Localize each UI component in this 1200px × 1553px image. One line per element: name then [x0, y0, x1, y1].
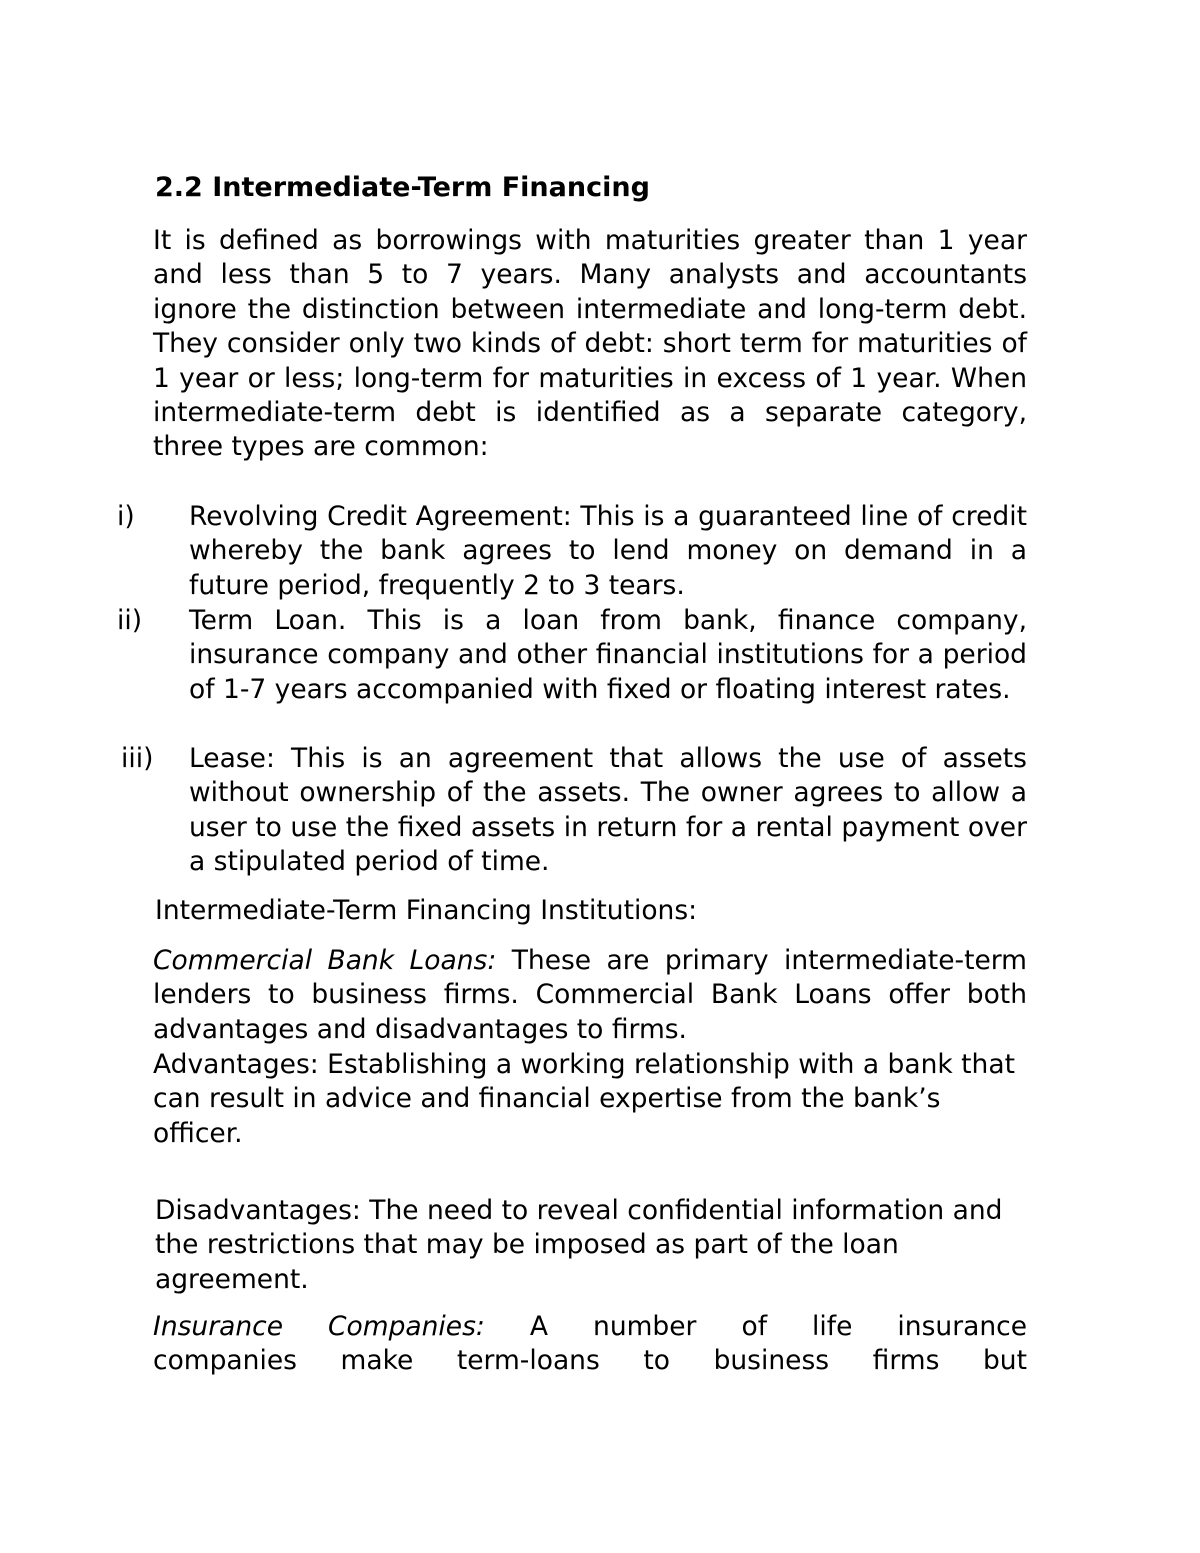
insurance-line-1 — [153, 1310, 1027, 1344]
commercial-bank-paragraph — [153, 944, 1027, 1047]
insurance-line-2: companies make term-loans to business firms but — [153, 1345, 1027, 1377]
commercial-bank-label: Commercial Bank Loans: — [153, 945, 497, 976]
section-heading: 2.2 Intermediate-Term Financing — [155, 172, 650, 203]
list-item-text: Revolving Credit Agreement: This is a guaranteed line of credit whereby the bank agrees to lend money on demand in a future period, frequently 2 to 3 tears. — [189, 501, 1027, 601]
list-item-text: Lease: This is an agreement that allows the use of assets without ownership of the assets. The owner agrees to allow a user to use the fixed assets in return for a rental payment over a stipulated period of time. — [189, 743, 1027, 878]
insurance-paragraph — [153, 1310, 1027, 1379]
institutions-heading: Intermediate-Term Financing Institutions: — [155, 895, 698, 926]
insurance-text: A number of life insurance — [484, 1311, 1027, 1342]
disadvantages-paragraph: Disadvantages: The need to reveal confidential information and the restrictions that may be imposed as part of the loan agreement. — [155, 1195, 1003, 1295]
list-marker: ii) — [117, 605, 143, 636]
commercial-bank-text: These are primary intermediate-term lenders to business firms. Commercial Bank Loans offer both advantages and disadvantages to firms. — [153, 945, 1027, 1045]
list-item-term-loan — [117, 604, 1027, 707]
list-item-lease — [121, 742, 1027, 880]
list-marker: iii) — [121, 743, 154, 774]
list-item-text: Term Loan. This is a loan from bank, finance company, insurance company and other financial institutions for a period of 1-7 years accompanied with fixed or floating interest rates. — [189, 605, 1027, 705]
list-item-revolving-credit — [117, 500, 1027, 603]
list-marker: i) — [117, 501, 135, 532]
advantages-paragraph: Advantages: Establishing a working relationship with a bank that can result in advice and financial expertise from the bank’s officer. — [153, 1049, 1015, 1149]
intro-paragraph: It is defined as borrowings with maturities greater than 1 year and less than 5 to 7 years. Many analysts and accountants ignore the distinction between intermediate and long-term debt. They consider only two kinds of debt: short term for maturities of 1 year or less; long-term for maturities in excess of 1 year. When intermediate-term debt is identified as a separate category, three types are common: — [153, 225, 1027, 463]
insurance-label: Insurance Companies: — [153, 1311, 485, 1342]
